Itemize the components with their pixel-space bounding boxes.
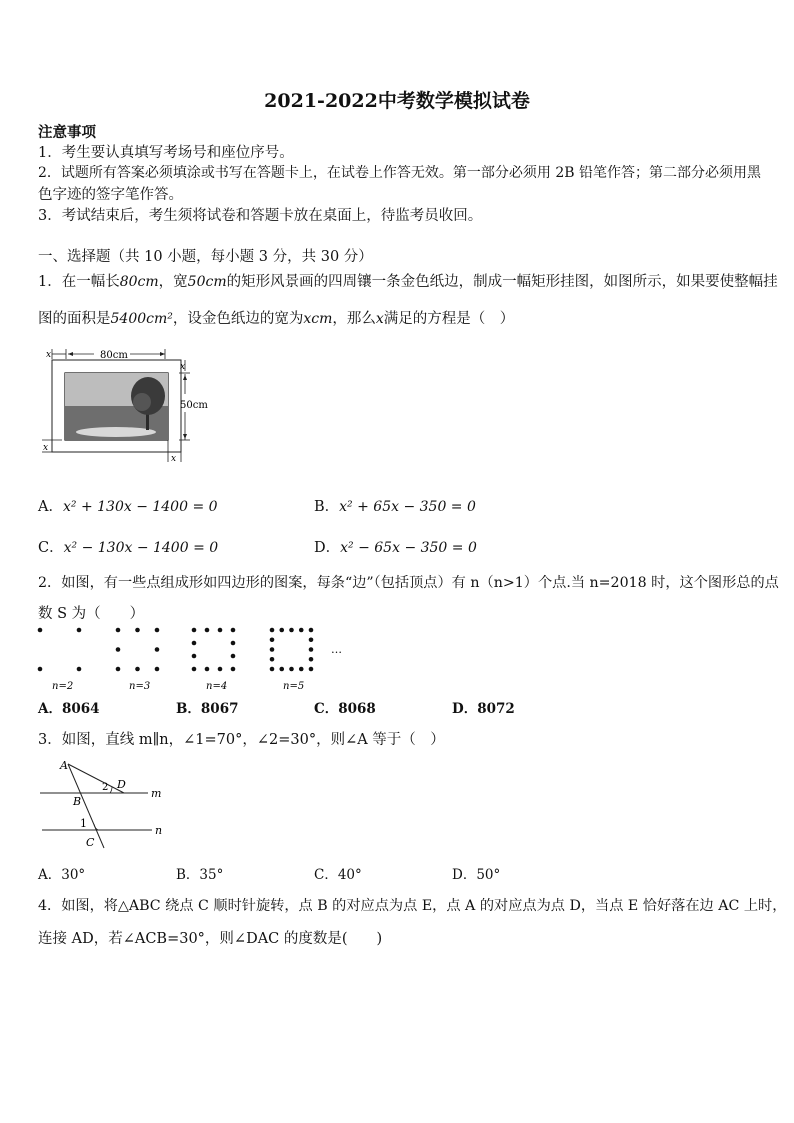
q1-option-c-label: C．: [38, 540, 64, 556]
point-d-label: D: [117, 778, 126, 791]
right-x-label: x: [180, 362, 186, 372]
pattern-dot: [231, 628, 236, 633]
q1-framed-picture-figure: [38, 344, 218, 466]
q1-width: 50cm: [187, 274, 227, 290]
pattern-dot: [289, 667, 294, 672]
pattern-dot: [155, 628, 160, 633]
q3-option-d[interactable]: D．50°: [452, 867, 501, 883]
dot-patterns: [38, 628, 314, 672]
pattern-dot: [155, 647, 160, 652]
notes-heading: 注意事项: [38, 124, 96, 141]
pattern-dot: [289, 628, 294, 633]
q1-x: x: [375, 311, 384, 327]
point-a-label: A: [60, 759, 68, 772]
section-heading: 一、选择题（共 10 小题，每小题 3 分，共 30 分）: [38, 249, 373, 265]
right-width-label: 50cm: [180, 400, 208, 411]
q1-line-2: [38, 307, 514, 328]
left-x-label: x: [43, 443, 49, 453]
pattern-dot: [218, 628, 223, 633]
q1-length: 80cm: [119, 274, 159, 290]
q4-line-2: 连接 AD，若∠ACB=30°，则∠DAC 的度数是( ): [38, 931, 383, 947]
pattern-dot: [192, 654, 197, 659]
label-n2: n=2: [52, 681, 74, 692]
q3-parallel-lines-figure: [38, 756, 168, 856]
pattern-dot: [309, 637, 314, 642]
q1-option-d[interactable]: [314, 536, 477, 557]
pattern-dot: [116, 628, 121, 633]
pattern-dot: [279, 628, 284, 633]
q1-option-a-equation: x² + 130x − 1400 = 0: [62, 499, 218, 515]
label-n4: n=4: [206, 681, 228, 692]
pattern-dot: [135, 628, 140, 633]
q3-stem: 3．如图，直线 m∥n，∠1=70°，∠2=30°，则∠A 等于（ ）: [38, 732, 445, 748]
point-c-label: C: [86, 836, 95, 849]
pattern-dot: [309, 647, 314, 652]
q1-text-d: 图的面积是: [38, 311, 111, 327]
pattern-dot: [270, 628, 275, 633]
label-n5: n=5: [283, 681, 305, 692]
pattern-dot: [231, 641, 236, 646]
pattern-dot: [231, 667, 236, 672]
q1-area: 5400cm²: [110, 311, 173, 327]
q1-option-a[interactable]: [38, 495, 218, 516]
q1-text-e: ，设金色纸边的宽为: [172, 311, 304, 327]
q1-text-a: 1．在一幅长: [38, 274, 120, 290]
pattern-dot: [192, 667, 197, 672]
q3-option-a[interactable]: A．30°: [38, 867, 86, 883]
pattern-dot: [231, 654, 236, 659]
pattern-dot: [116, 667, 121, 672]
q3-option-c[interactable]: C．40°: [314, 867, 362, 883]
notes-item-1: 1．考生要认真填写考场号和座位序号。: [38, 145, 294, 161]
pattern-dot: [77, 628, 82, 633]
q1-option-b[interactable]: [314, 495, 476, 516]
pattern-dot: [270, 657, 275, 662]
angle-2-label: 2: [102, 782, 109, 793]
pattern-dot: [270, 667, 275, 672]
q2-option-c[interactable]: C．8068: [314, 701, 376, 717]
pattern-dot: [279, 667, 284, 672]
pattern-dot: [309, 628, 314, 633]
pattern-dot: [299, 667, 304, 672]
exam-title: 2021-2022中考数学模拟试卷: [264, 90, 530, 112]
q2-line-2: 数 S 为（ ）: [38, 606, 145, 622]
point-b-label: B: [73, 795, 82, 808]
q1-option-b-equation: x² + 65x − 350 = 0: [339, 499, 476, 515]
pattern-dot: [192, 628, 197, 633]
q2-option-d[interactable]: D．8072: [452, 701, 515, 717]
pattern-dot: [116, 647, 121, 652]
q1-option-a-label: A．: [38, 499, 63, 515]
ellipsis: …: [331, 643, 342, 656]
line-m-label: m: [151, 787, 162, 800]
q1-option-b-label: B．: [314, 499, 340, 515]
pattern-dot: [205, 667, 210, 672]
top-x-label: x: [46, 350, 52, 360]
q1-option-c-equation: x² − 130x − 1400 = 0: [63, 540, 219, 556]
pattern-dot: [205, 628, 210, 633]
q2-option-b[interactable]: B．8067: [176, 701, 239, 717]
q1-text-f: ，那么: [332, 311, 376, 327]
q3-option-b[interactable]: B．35°: [176, 867, 224, 883]
pattern-dot: [77, 667, 82, 672]
q4-line-1: 4．如图，将△ABC 绕点 C 顺时针旋转，点 B 的对应点为点 E，点 A 的对应点为点 D，当点 E 恰好落在边 AC 上时，: [38, 898, 787, 914]
pattern-dot: [270, 637, 275, 642]
pattern-dot: [309, 667, 314, 672]
q1-option-c[interactable]: [38, 536, 218, 557]
pattern-dot: [299, 628, 304, 633]
q1-option-d-equation: x² − 65x − 350 = 0: [340, 540, 477, 556]
angle-1-label: 1: [80, 817, 87, 830]
q2-dot-patterns-figure: [30, 620, 360, 692]
notes-item-3: 3．考试结束后，考生须将试卷和答题卡放在桌面上，待监考员收回。: [38, 208, 483, 224]
bottom-x-label: x: [171, 454, 177, 464]
pattern-dot: [38, 667, 43, 672]
q1-option-d-label: D．: [314, 540, 341, 556]
q1-text-c: 的矩形风景画的四周镶一条金色纸边，制成一幅矩形挂图，如图所示，如果要使整幅挂: [226, 274, 778, 290]
notes-item-2-line-1: 2．试题所有答案必须填涂或书写在答题卡上，在试卷上作答无效。第一部分必须用 2B 铅笔作答；第二部分必须用黑: [38, 165, 761, 181]
pattern-dot: [135, 667, 140, 672]
q1-line-1: [38, 270, 778, 291]
q1-text-g: 满足的方程是（ ）: [383, 311, 515, 327]
top-length-label: 80cm: [100, 350, 128, 361]
q1-text-b: ，宽: [158, 274, 188, 290]
pattern-dot: [155, 667, 160, 672]
pattern-dot: [309, 657, 314, 662]
q2-option-a[interactable]: A．8064: [38, 701, 100, 717]
pattern-dot: [270, 647, 275, 652]
q1-xcm: xcm: [303, 311, 333, 327]
q2-line-1: 2．如图，有一些点组成形如四边形的图案，每条“边”（包括顶点）有 n（n>1）个点.当 n=2018 时，这个图形总的点: [38, 575, 779, 591]
pattern-dot: [192, 641, 197, 646]
pattern-dot: [218, 667, 223, 672]
pattern-dot: [38, 628, 43, 633]
label-n3: n=3: [129, 681, 151, 692]
notes-item-2-line-2: 色字迹的签字笔作答。: [38, 187, 183, 203]
segment-ad: [68, 764, 124, 793]
line-n-label: n: [155, 824, 163, 837]
